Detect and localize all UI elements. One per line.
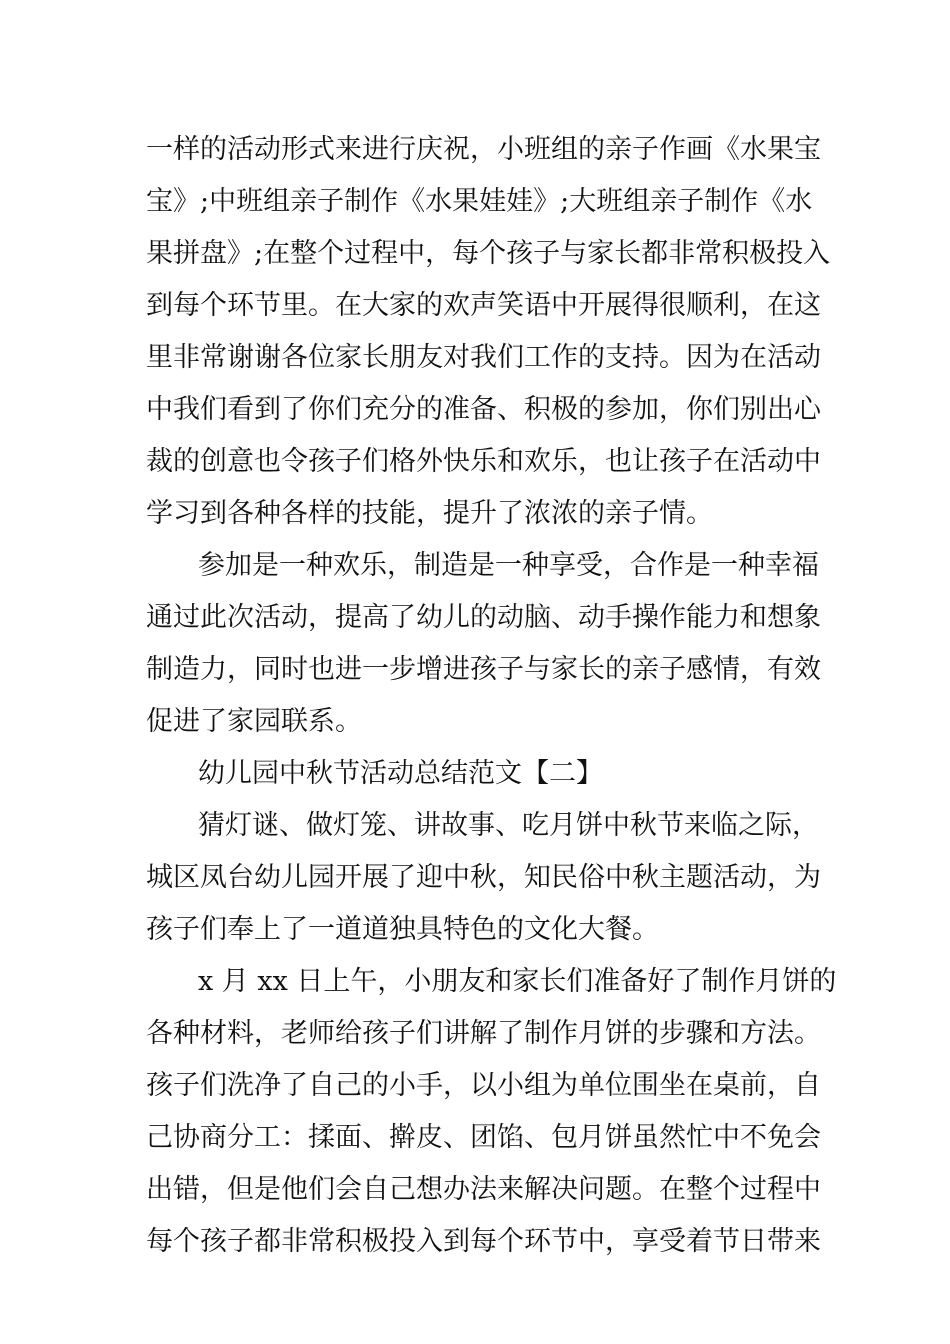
paragraph-line: 猜灯谜、做灯笼、讲故事、吃月饼中秋节来临之际， bbox=[198, 810, 819, 841]
paragraph-line: 裁的创意也令孩子们格外快乐和欢乐，也让孩子在活动中 bbox=[146, 446, 821, 477]
paragraph-line: 己协商分工：揉面、擀皮、团馅、包月饼虽然忙中不免会 bbox=[146, 1122, 821, 1153]
paragraph-line: 到每个环节里。在大家的欢声笑语中开展得很顺利，在这 bbox=[146, 290, 821, 321]
paragraph-line: 孩子们洗净了自己的小手，以小组为单位围坐在桌前，自 bbox=[146, 1070, 821, 1101]
paragraph-line: 参加是一种欢乐，制造是一种享受，合作是一种幸福 bbox=[198, 550, 819, 581]
paragraph-line: 里非常谢谢各位家长朋友对我们工作的支持。因为在活动 bbox=[146, 342, 821, 373]
paragraph-line: x 月 xx 日上午，小朋友和家长们准备好了制作月饼的 bbox=[198, 966, 837, 997]
paragraph-line: 果拼盘》;在整个过程中，每个孩子与家长都非常积极投入 bbox=[146, 238, 831, 269]
paragraph-line: 出错，但是他们会自己想办法来解决问题。在整个过程中 bbox=[146, 1174, 821, 1205]
paragraph-line: 通过此次活动，提高了幼儿的动脑、动手操作能力和想象 bbox=[146, 602, 821, 633]
paragraph-line: 促进了家园联系。 bbox=[146, 706, 362, 737]
paragraph-line: 中我们看到了你们充分的准备、积极的参加，你们别出心 bbox=[146, 394, 821, 425]
paragraph-line: 学习到各种各样的技能，提升了浓浓的亲子情。 bbox=[146, 498, 713, 529]
paragraph-line: 城区凤台幼儿园开展了迎中秋，知民俗中秋主题活动，为 bbox=[146, 862, 821, 893]
paragraph-line: 制造力，同时也进一步增进孩子与家长的亲子感情，有效 bbox=[146, 654, 821, 685]
paragraph-line: 孩子们奉上了一道道独具特色的文化大餐。 bbox=[146, 914, 659, 945]
paragraph-line: 宝》;中班组亲子制作《水果娃娃》;大班组亲子制作《水 bbox=[146, 186, 813, 217]
paragraph-line: 一样的活动形式来进行庆祝，小班组的亲子作画《水果宝 bbox=[146, 134, 821, 165]
paragraph-line: 各种材料，老师给孩子们讲解了制作月饼的步骤和方法。 bbox=[146, 1018, 821, 1049]
paragraph-line: 每个孩子都非常积极投入到每个环节中，享受着节日带来 bbox=[146, 1226, 821, 1257]
section-heading: 幼儿园中秋节活动总结范文【二】 bbox=[198, 758, 603, 789]
